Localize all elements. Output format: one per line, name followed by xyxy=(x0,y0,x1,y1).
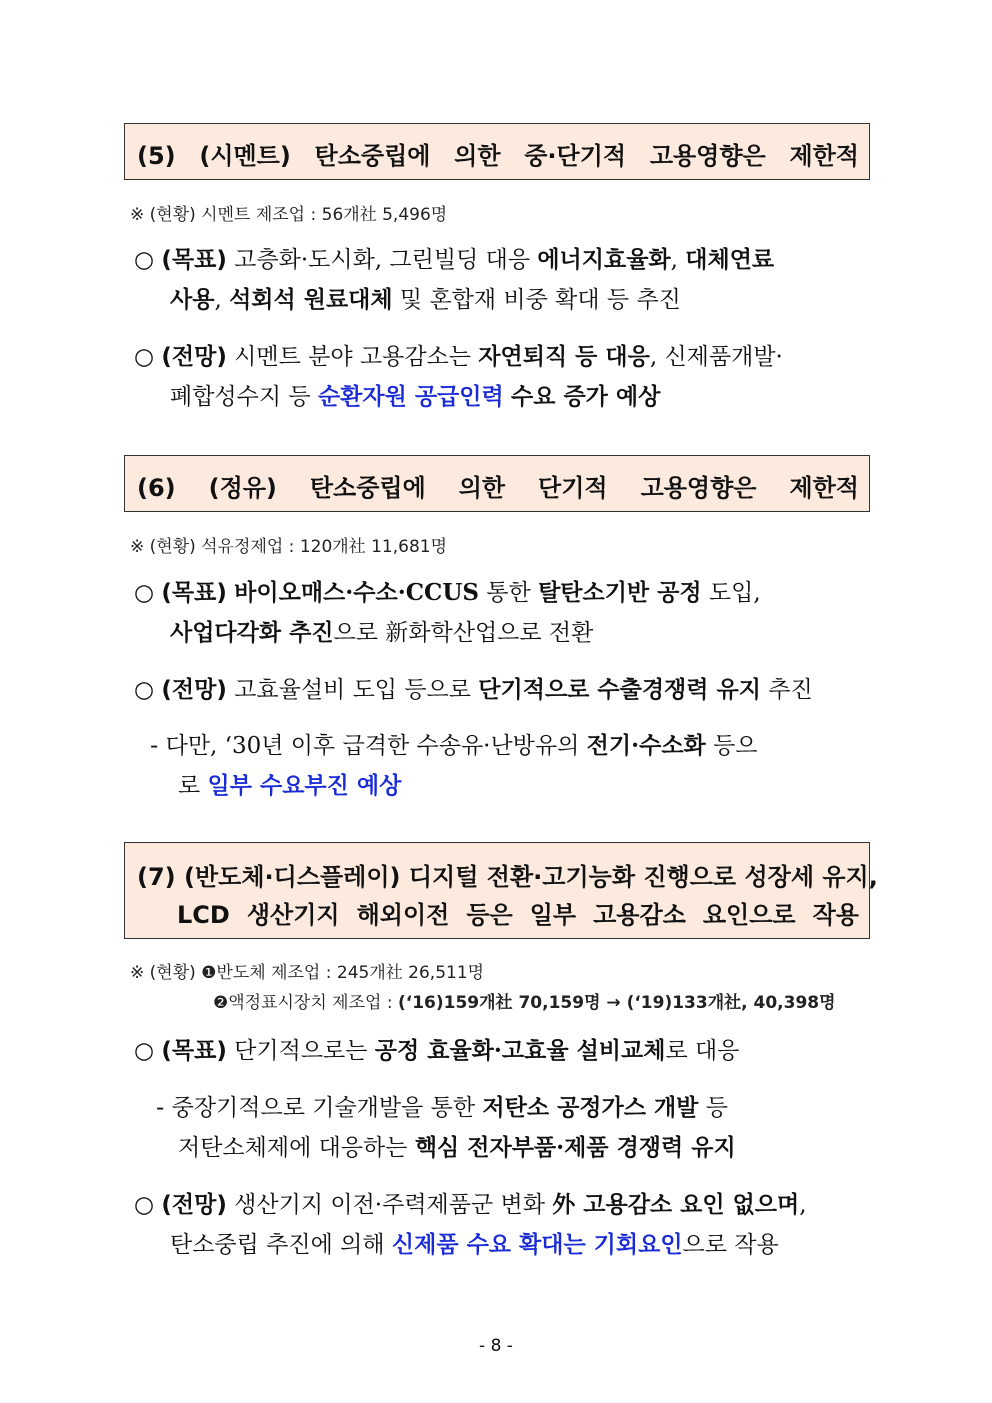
body-text: 고효율설비 도입 등으로 xyxy=(226,677,479,703)
body-text: 등으 xyxy=(705,733,758,759)
bullet-circle-icon: ○ xyxy=(134,344,162,370)
body-text: 으로 작용 xyxy=(682,1232,779,1258)
status-prefix: ※ (현황) xyxy=(130,205,202,225)
section-7-status xyxy=(130,958,484,983)
status-text: ❶반도체 제조업 : 245개社 26,511명 xyxy=(201,963,485,983)
emphasis-text: 사업다각화 추진 xyxy=(170,619,334,646)
body-text: 고층화·도시화, 그린빌딩 대응 xyxy=(226,247,538,273)
body-text: 등 xyxy=(698,1095,728,1121)
section-7-header xyxy=(124,842,878,939)
emphasis-text: 석회석 원료대체 xyxy=(229,286,393,313)
section-5-header xyxy=(124,123,870,180)
body-text: , 신제품개발· xyxy=(649,344,783,370)
page-number: - 8 - xyxy=(479,1336,513,1356)
emphasis-text: 에너지효율화 xyxy=(537,246,671,273)
body-text: 으로 新화학산업으로 전환 xyxy=(333,620,594,646)
status-prefix: ※ (현황) xyxy=(130,963,202,983)
bullet-dash-icon: - xyxy=(150,733,166,759)
section-6-status xyxy=(130,532,447,557)
bullet-circle-icon: ○ xyxy=(134,1192,162,1218)
s7-b3-line1 xyxy=(134,1190,807,1220)
status-prefix: ※ (현황) xyxy=(130,537,202,557)
body-text: 중장기적으로 기술개발을 통한 xyxy=(171,1095,483,1121)
body-text: 단기적으로는 xyxy=(226,1038,375,1064)
bullet-label: (목표) xyxy=(161,580,227,606)
body-text: , xyxy=(214,287,230,313)
s7-b3-line2 xyxy=(170,1230,779,1260)
bullet-circle-icon: ○ xyxy=(134,677,162,703)
emphasis-text: 핵심 전자부품·제품 경쟁력 유지 xyxy=(414,1134,736,1161)
body-text: 로 대응 xyxy=(665,1038,740,1064)
s6-b1-line1 xyxy=(134,578,761,608)
s6-b3-line1 xyxy=(150,731,758,761)
section-5-status xyxy=(130,200,447,225)
s6-b2-line1 xyxy=(134,675,813,705)
body-text: 폐합성수지 등 xyxy=(170,384,318,410)
section-7-title-line1: (7) (반도체·디스플레이) 디지털 전환·고기능화 진행으로 성장세 유지, xyxy=(137,863,878,891)
body-text: 로 xyxy=(178,773,208,799)
bullet-dash-icon: - xyxy=(156,1095,172,1121)
s5-b1-line1 xyxy=(134,245,774,275)
body-text: 도입, xyxy=(701,580,761,606)
status-text: 석유정제업 : 120개社 11,681명 xyxy=(201,537,447,557)
s7-b1-line1 xyxy=(134,1036,739,1066)
emphasis-text: 전기·수소화 xyxy=(586,732,706,759)
body-text: 탄소중립 추진에 의해 xyxy=(170,1232,392,1258)
section-7-status-2 xyxy=(213,988,836,1013)
emphasis-text: 사용 xyxy=(170,286,215,313)
body-text: 시멘트 분야 고용감소는 xyxy=(226,344,479,370)
body-text: 및 혼합재 비중 확대 등 추진 xyxy=(392,287,681,313)
emphasis-text: 공정 효율화·고효율 설비교체 xyxy=(374,1037,666,1064)
status-text: 시멘트 제조업 : 56개社 5,496명 xyxy=(201,205,448,225)
bullet-label: (전망) xyxy=(161,677,227,703)
s5-b2-line2 xyxy=(170,382,660,412)
emphasis-text: 수요 증가 예상 xyxy=(511,383,661,410)
emphasis-text: 바이오매스·수소·CCUS xyxy=(234,579,479,606)
emphasis-text: 탈탄소기반 공정 xyxy=(538,579,702,606)
status-text: ❷액정표시장치 제조업 : xyxy=(213,993,398,1013)
body-text: 다만, ‘30년 이후 급격한 수송유·난방유의 xyxy=(165,733,587,759)
s5-b1-line2 xyxy=(170,285,681,315)
body-text: , xyxy=(799,1192,807,1218)
emphasis-text: 저탄소 공정가스 개발 xyxy=(482,1094,699,1121)
bullet-circle-icon: ○ xyxy=(134,1038,162,1064)
s6-b3-line2 xyxy=(178,771,401,801)
section-7-title-line2: LCD 생산기지 해외이전 등은 일부 고용감소 요인으로 작용 xyxy=(177,901,859,929)
body-text: 통한 xyxy=(479,580,539,606)
section-5-title: (5) (시멘트) 탄소중립에 의한 중·단기적 고용영향은 제한적 xyxy=(137,142,859,170)
emphasis-text: 外 고용감소 요인 없으며 xyxy=(552,1191,800,1218)
s7-b2-line2 xyxy=(178,1133,736,1163)
bullet-label: (전망) xyxy=(161,1192,227,1218)
bullet-circle-icon: ○ xyxy=(134,580,162,606)
section-6-header xyxy=(124,455,870,512)
emphasis-text: 단기적으로 수출경쟁력 유지 xyxy=(478,676,761,703)
highlight-text: 순환자원 공급인력 xyxy=(317,383,504,410)
status-figures: (‘16)159개社 70,159명 → (‘19)133개社, 40,398명 xyxy=(397,993,836,1013)
body-text: 추진 xyxy=(760,677,813,703)
bullet-label: (목표) xyxy=(161,247,227,273)
s5-b2-line1 xyxy=(134,342,783,372)
s6-b1-line2 xyxy=(170,618,593,648)
section-6-title: (6) (정유) 탄소중립에 의한 단기적 고용영향은 제한적 xyxy=(137,474,859,502)
emphasis-text: 자연퇴직 등 대응 xyxy=(478,343,650,370)
s7-b2-line1 xyxy=(156,1093,728,1123)
bullet-label: (전망) xyxy=(161,344,227,370)
highlight-text: 신제품 수요 확대는 기회요인 xyxy=(391,1231,683,1258)
emphasis-text: 대체연료 xyxy=(685,246,775,273)
body-text: 생산기지 이전·주력제품군 변화 xyxy=(226,1192,553,1218)
bullet-circle-icon: ○ xyxy=(134,247,162,273)
body-text xyxy=(504,384,511,410)
body-text: 저탄소체제에 대응하는 xyxy=(178,1135,415,1161)
body-text: , xyxy=(670,247,686,273)
bullet-label: (목표) xyxy=(161,1038,227,1064)
highlight-text: 일부 수요부진 예상 xyxy=(207,772,402,799)
